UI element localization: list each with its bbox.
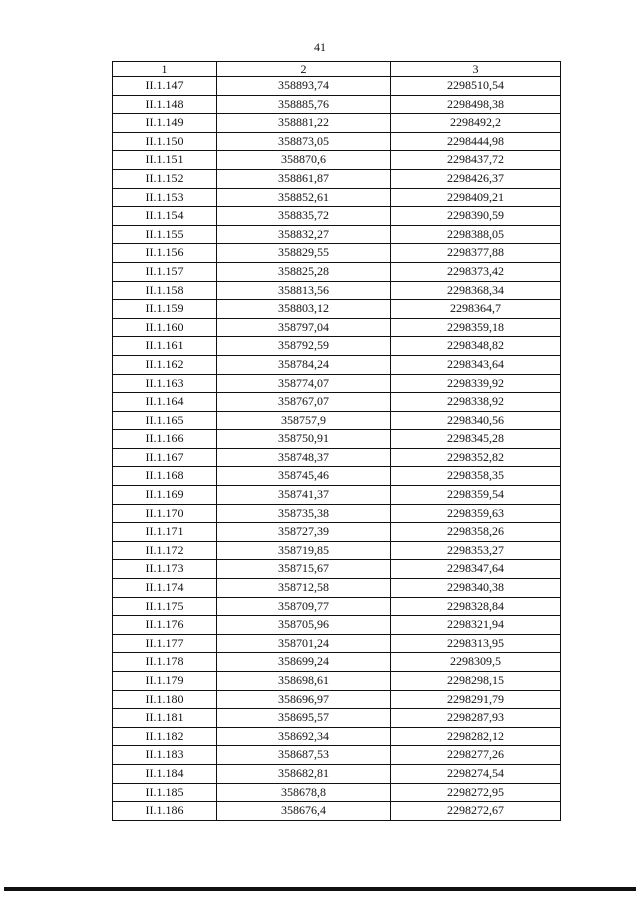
table-row [113, 597, 561, 616]
table-row [113, 188, 561, 207]
y-coordinate-cell: 2298368,34 [391, 281, 561, 300]
y-coordinate-cell: 2298272,67 [391, 802, 561, 821]
coordinates-table [112, 61, 561, 821]
y-coordinate-cell: 2298373,42 [391, 262, 561, 281]
x-coordinate-cell: 358701,24 [217, 634, 391, 653]
point-id-cell: II.1.165 [113, 411, 217, 430]
x-coordinate-cell: 358748,37 [217, 448, 391, 467]
y-coordinate-cell: 2298444,98 [391, 132, 561, 151]
x-coordinate-cell: 358835,72 [217, 207, 391, 226]
point-id-cell: II.1.157 [113, 262, 217, 281]
column-header-point: 1 [113, 62, 217, 77]
table-row [113, 207, 561, 226]
y-coordinate-cell: 2298510,54 [391, 77, 561, 96]
y-coordinate-cell: 2298352,82 [391, 448, 561, 467]
table-row [113, 448, 561, 467]
table-row [113, 169, 561, 188]
point-id-cell: II.1.178 [113, 653, 217, 672]
x-coordinate-cell: 358757,9 [217, 411, 391, 430]
y-coordinate-cell: 2298287,93 [391, 709, 561, 728]
point-id-cell: II.1.171 [113, 523, 217, 542]
y-coordinate-cell: 2298340,56 [391, 411, 561, 430]
table-row [113, 244, 561, 263]
table-header-row [113, 62, 561, 77]
table-row [113, 262, 561, 281]
footer-divider [4, 887, 636, 891]
point-id-cell: II.1.156 [113, 244, 217, 263]
point-id-cell: II.1.154 [113, 207, 217, 226]
point-id-cell: II.1.177 [113, 634, 217, 653]
table-row [113, 95, 561, 114]
point-id-cell: II.1.182 [113, 727, 217, 746]
x-coordinate-cell: 358774,07 [217, 374, 391, 393]
table-row [113, 486, 561, 505]
x-coordinate-cell: 358832,27 [217, 225, 391, 244]
table-row [113, 634, 561, 653]
table-row [113, 132, 561, 151]
x-coordinate-cell: 358792,59 [217, 337, 391, 356]
x-coordinate-cell: 358893,74 [217, 77, 391, 96]
table-row [113, 523, 561, 542]
y-coordinate-cell: 2298364,7 [391, 300, 561, 319]
x-coordinate-cell: 358881,22 [217, 114, 391, 133]
x-coordinate-cell: 358825,28 [217, 262, 391, 281]
table-row [113, 281, 561, 300]
x-coordinate-cell: 358784,24 [217, 355, 391, 374]
x-coordinate-cell: 358696,97 [217, 690, 391, 709]
y-coordinate-cell: 2298345,28 [391, 430, 561, 449]
y-coordinate-cell: 2298277,26 [391, 746, 561, 765]
y-coordinate-cell: 2298309,5 [391, 653, 561, 672]
y-coordinate-cell: 2298353,27 [391, 541, 561, 560]
y-coordinate-cell: 2298377,88 [391, 244, 561, 263]
point-id-cell: II.1.150 [113, 132, 217, 151]
table-row [113, 411, 561, 430]
x-coordinate-cell: 358678,8 [217, 783, 391, 802]
point-id-cell: II.1.173 [113, 560, 217, 579]
table-row [113, 690, 561, 709]
point-id-cell: II.1.160 [113, 318, 217, 337]
y-coordinate-cell: 2298390,59 [391, 207, 561, 226]
x-coordinate-cell: 358698,61 [217, 672, 391, 691]
x-coordinate-cell: 358750,91 [217, 430, 391, 449]
page-number: 41 [314, 40, 326, 54]
x-coordinate-cell: 358829,55 [217, 244, 391, 263]
point-id-cell: II.1.151 [113, 151, 217, 170]
y-coordinate-cell: 2298358,35 [391, 467, 561, 486]
table-row [113, 151, 561, 170]
table-row [113, 337, 561, 356]
x-coordinate-cell: 358687,53 [217, 746, 391, 765]
point-id-cell: II.1.161 [113, 337, 217, 356]
table-row [113, 393, 561, 412]
x-coordinate-cell: 358870,6 [217, 151, 391, 170]
x-coordinate-cell: 358852,61 [217, 188, 391, 207]
x-coordinate-cell: 358741,37 [217, 486, 391, 505]
x-coordinate-cell: 358745,46 [217, 467, 391, 486]
y-coordinate-cell: 2298282,12 [391, 727, 561, 746]
point-id-cell: II.1.172 [113, 541, 217, 560]
table-row [113, 225, 561, 244]
x-coordinate-cell: 358676,4 [217, 802, 391, 821]
y-coordinate-cell: 2298340,38 [391, 579, 561, 598]
y-coordinate-cell: 2298498,38 [391, 95, 561, 114]
table-row [113, 727, 561, 746]
x-coordinate-cell: 358767,07 [217, 393, 391, 412]
point-id-cell: II.1.186 [113, 802, 217, 821]
point-id-cell: II.1.168 [113, 467, 217, 486]
table-row [113, 672, 561, 691]
x-coordinate-cell: 358803,12 [217, 300, 391, 319]
x-coordinate-cell: 358861,87 [217, 169, 391, 188]
x-coordinate-cell: 358692,34 [217, 727, 391, 746]
y-coordinate-cell: 2298321,94 [391, 616, 561, 635]
point-id-cell: II.1.166 [113, 430, 217, 449]
table-row [113, 77, 561, 96]
point-id-cell: II.1.162 [113, 355, 217, 374]
point-id-cell: II.1.164 [113, 393, 217, 412]
y-coordinate-cell: 2298426,37 [391, 169, 561, 188]
table-row [113, 616, 561, 635]
y-coordinate-cell: 2298338,92 [391, 393, 561, 412]
point-id-cell: II.1.180 [113, 690, 217, 709]
table-row [113, 579, 561, 598]
y-coordinate-cell: 2298348,82 [391, 337, 561, 356]
y-coordinate-cell: 2298347,64 [391, 560, 561, 579]
y-coordinate-cell: 2298359,18 [391, 318, 561, 337]
x-coordinate-cell: 358682,81 [217, 764, 391, 783]
column-header-x: 2 [217, 62, 391, 77]
x-coordinate-cell: 358885,76 [217, 95, 391, 114]
x-coordinate-cell: 358705,96 [217, 616, 391, 635]
table-row [113, 783, 561, 802]
point-id-cell: II.1.181 [113, 709, 217, 728]
point-id-cell: II.1.185 [113, 783, 217, 802]
point-id-cell: II.1.167 [113, 448, 217, 467]
y-coordinate-cell: 2298291,79 [391, 690, 561, 709]
x-coordinate-cell: 358695,57 [217, 709, 391, 728]
point-id-cell: II.1.152 [113, 169, 217, 188]
table-row [113, 467, 561, 486]
point-id-cell: II.1.176 [113, 616, 217, 635]
point-id-cell: II.1.179 [113, 672, 217, 691]
table-row [113, 802, 561, 821]
table-row [113, 430, 561, 449]
x-coordinate-cell: 358709,77 [217, 597, 391, 616]
x-coordinate-cell: 358719,85 [217, 541, 391, 560]
table-row [113, 114, 561, 133]
point-id-cell: II.1.169 [113, 486, 217, 505]
point-id-cell: II.1.163 [113, 374, 217, 393]
point-id-cell: II.1.153 [113, 188, 217, 207]
point-id-cell: II.1.174 [113, 579, 217, 598]
table-row [113, 374, 561, 393]
y-coordinate-cell: 2298359,54 [391, 486, 561, 505]
table-row [113, 560, 561, 579]
x-coordinate-cell: 358813,56 [217, 281, 391, 300]
point-id-cell: II.1.175 [113, 597, 217, 616]
y-coordinate-cell: 2298328,84 [391, 597, 561, 616]
y-coordinate-cell: 2298339,92 [391, 374, 561, 393]
y-coordinate-cell: 2298313,95 [391, 634, 561, 653]
x-coordinate-cell: 358735,38 [217, 504, 391, 523]
y-coordinate-cell: 2298272,95 [391, 783, 561, 802]
table-row [113, 504, 561, 523]
y-coordinate-cell: 2298343,64 [391, 355, 561, 374]
table-body [113, 77, 561, 821]
y-coordinate-cell: 2298358,26 [391, 523, 561, 542]
point-id-cell: II.1.155 [113, 225, 217, 244]
point-id-cell: II.1.147 [113, 77, 217, 96]
table-row [113, 541, 561, 560]
y-coordinate-cell: 2298437,72 [391, 151, 561, 170]
x-coordinate-cell: 358797,04 [217, 318, 391, 337]
x-coordinate-cell: 358699,24 [217, 653, 391, 672]
y-coordinate-cell: 2298298,15 [391, 672, 561, 691]
x-coordinate-cell: 358712,58 [217, 579, 391, 598]
x-coordinate-cell: 358873,05 [217, 132, 391, 151]
point-id-cell: II.1.184 [113, 764, 217, 783]
point-id-cell: II.1.183 [113, 746, 217, 765]
point-id-cell: II.1.149 [113, 114, 217, 133]
table-row [113, 746, 561, 765]
table-row [113, 355, 561, 374]
y-coordinate-cell: 2298274,54 [391, 764, 561, 783]
table-row [113, 764, 561, 783]
table-row [113, 653, 561, 672]
point-id-cell: II.1.158 [113, 281, 217, 300]
table-row [113, 300, 561, 319]
y-coordinate-cell: 2298492,2 [391, 114, 561, 133]
y-coordinate-cell: 2298388,05 [391, 225, 561, 244]
table-row [113, 709, 561, 728]
column-header-y: 3 [391, 62, 561, 77]
x-coordinate-cell: 358715,67 [217, 560, 391, 579]
table-row [113, 318, 561, 337]
x-coordinate-cell: 358727,39 [217, 523, 391, 542]
y-coordinate-cell: 2298409,21 [391, 188, 561, 207]
y-coordinate-cell: 2298359,63 [391, 504, 561, 523]
point-id-cell: II.1.170 [113, 504, 217, 523]
point-id-cell: II.1.159 [113, 300, 217, 319]
point-id-cell: II.1.148 [113, 95, 217, 114]
